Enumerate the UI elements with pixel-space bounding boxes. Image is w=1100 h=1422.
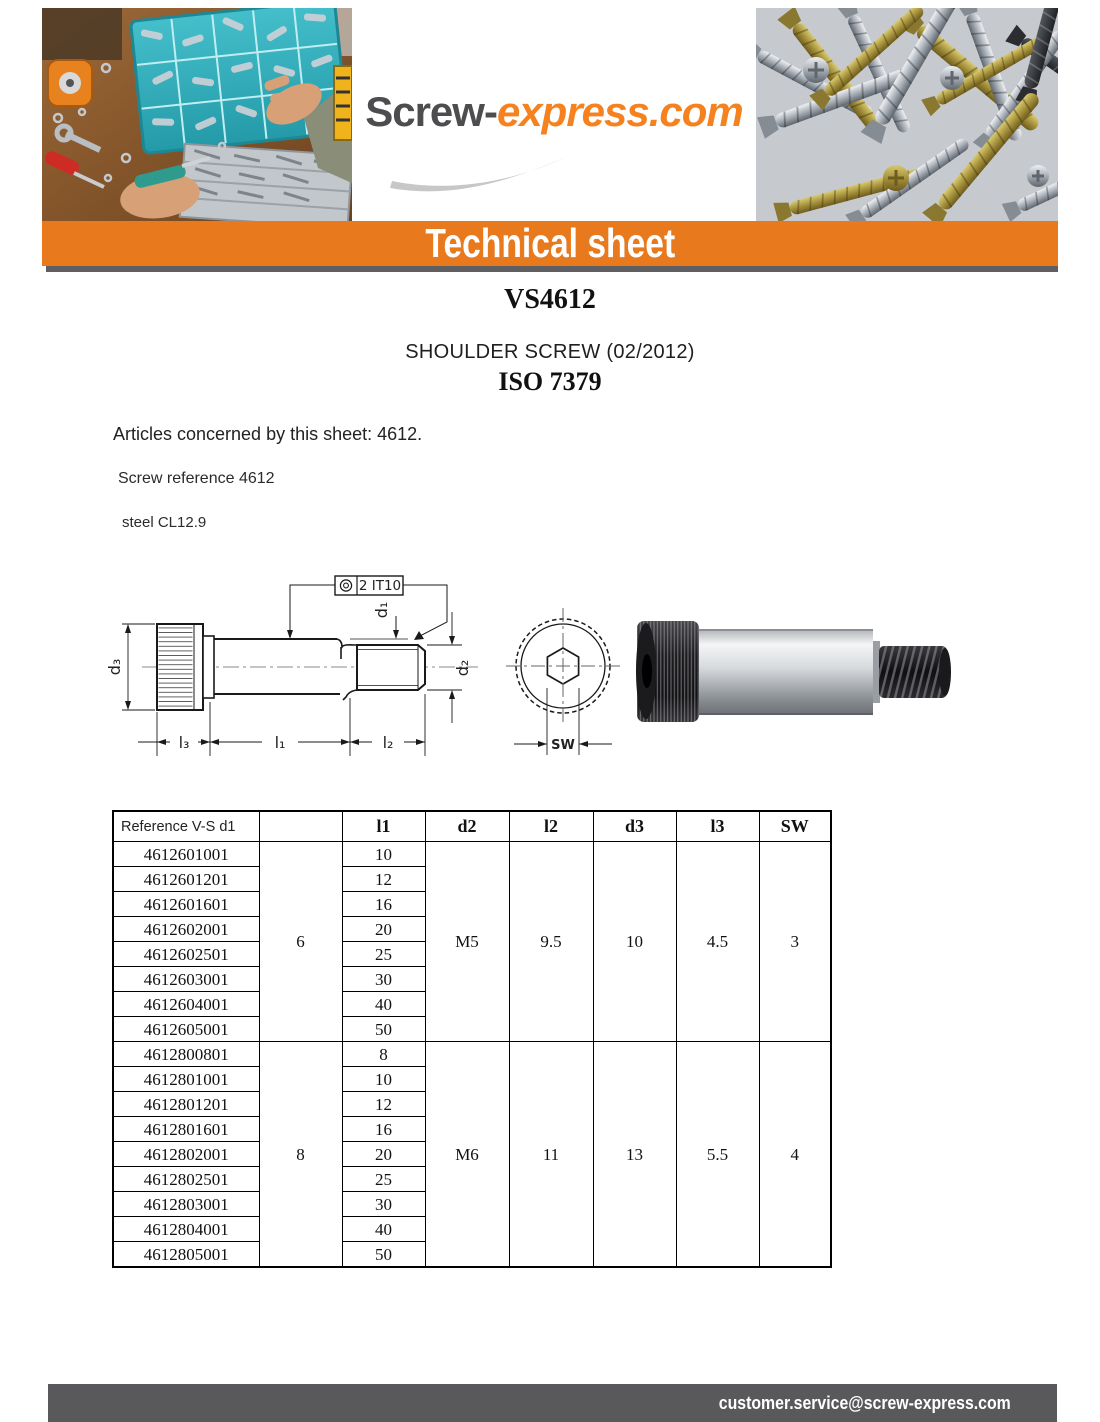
col-header: d3 <box>593 811 676 842</box>
dim-d1 <box>350 616 408 639</box>
cell-d3: 13 <box>593 1042 676 1268</box>
cell-l1: 50 <box>342 1242 425 1268</box>
cell-reference: 4612801601 <box>113 1117 259 1142</box>
cell-l1: 12 <box>342 867 425 892</box>
cell-d1: 8 <box>259 1042 342 1268</box>
table-row <box>113 1042 831 1067</box>
logo <box>352 60 756 200</box>
cell-reference: 4612802001 <box>113 1142 259 1167</box>
cell-reference: 4612801201 <box>113 1092 259 1117</box>
utility-tool-icon <box>334 66 352 140</box>
banner-technical-sheet <box>42 221 1058 266</box>
col-header: l2 <box>509 811 593 842</box>
spec-table <box>112 810 832 1268</box>
label-d3: d₃ <box>105 658 124 676</box>
logo-swoosh <box>386 152 571 194</box>
header-photo-screws <box>756 8 1058 221</box>
cell-reference: 4612601201 <box>113 867 259 892</box>
side-view <box>105 576 478 756</box>
doc-code: VS4612 <box>504 284 596 315</box>
cell-l1: 50 <box>342 1017 425 1042</box>
screw-reference-line: Screw reference 4612 <box>118 470 275 487</box>
technical-drawing <box>80 550 980 790</box>
cell-l1: 16 <box>342 892 425 917</box>
col-header-reference: Reference V-S d1 <box>113 811 259 842</box>
cell-l1: 16 <box>342 1117 425 1142</box>
cell-l3: 4.5 <box>676 842 759 1042</box>
cell-reference: 4612605001 <box>113 1017 259 1042</box>
cell-l1: 30 <box>342 1192 425 1217</box>
cell-reference: 4612802501 <box>113 1167 259 1192</box>
logo-part-express: express.com <box>496 88 743 135</box>
cell-l2: 11 <box>509 1042 593 1268</box>
cell-reference: 4612800801 <box>113 1042 259 1067</box>
cell-l1: 30 <box>342 967 425 992</box>
label-l2: l₂ <box>382 733 394 752</box>
cell-reference: 4612603001 <box>113 967 259 992</box>
screw-photo <box>636 621 951 722</box>
articles-line: Articles concerned by this sheet: 4612. <box>113 424 423 444</box>
cell-d3: 10 <box>593 842 676 1042</box>
cell-l1: 40 <box>342 992 425 1017</box>
cell-l1: 25 <box>342 942 425 967</box>
doc-standard: ISO 7379 <box>498 367 602 396</box>
material-line: steel CL12.9 <box>122 514 207 531</box>
cell-l1: 20 <box>342 1142 425 1167</box>
cell-reference: 4612601001 <box>113 842 259 867</box>
cell-sw: 3 <box>759 842 831 1042</box>
cell-reference: 4612602001 <box>113 917 259 942</box>
tolerance-text: 2 IT10 <box>358 578 402 594</box>
cell-l1: 12 <box>342 1092 425 1117</box>
spec-table-head-row <box>113 811 831 842</box>
col-header <box>259 811 342 842</box>
cell-reference: 4612601601 <box>113 892 259 917</box>
cell-d1: 6 <box>259 842 342 1042</box>
label-d1: d₁ <box>372 601 391 619</box>
logo-text <box>365 88 743 136</box>
cell-sw: 4 <box>759 1042 831 1268</box>
cell-l3: 5.5 <box>676 1042 759 1268</box>
table-row <box>113 842 831 867</box>
label-l1: l₁ <box>274 733 286 752</box>
spec-table-body <box>113 842 831 1268</box>
cell-l1: 25 <box>342 1167 425 1192</box>
col-header: d2 <box>425 811 509 842</box>
label-l3: l₃ <box>178 733 190 752</box>
footer-email: customer.service@screw-express.com <box>719 1392 1011 1413</box>
footer-bar <box>48 1384 1057 1422</box>
doc-subtitle: SHOULDER SCREW (02/2012) <box>405 341 695 363</box>
col-header: l3 <box>676 811 759 842</box>
cell-l2: 9.5 <box>509 842 593 1042</box>
cell-reference: 4612801001 <box>113 1067 259 1092</box>
col-header: SW <box>759 811 831 842</box>
end-view <box>506 608 622 755</box>
tape-measure-icon <box>48 60 92 106</box>
banner-label: Technical sheet <box>425 220 675 266</box>
cell-reference: 4612805001 <box>113 1242 259 1268</box>
label-d2: d₂ <box>453 659 472 677</box>
cell-d2: M6 <box>425 1042 509 1268</box>
cell-l1: 10 <box>342 842 425 867</box>
col-header: l1 <box>342 811 425 842</box>
logo-part-screw: Screw- <box>365 88 497 135</box>
cell-l1: 10 <box>342 1067 425 1092</box>
label-sw: SW <box>551 738 575 753</box>
cell-l1: 8 <box>342 1042 425 1067</box>
cell-d2: M5 <box>425 842 509 1042</box>
header-divider <box>46 266 1058 272</box>
header-photo-workbench <box>42 8 352 221</box>
cell-reference: 4612602501 <box>113 942 259 967</box>
cell-l1: 20 <box>342 917 425 942</box>
cell-l1: 40 <box>342 1217 425 1242</box>
cell-reference: 4612803001 <box>113 1192 259 1217</box>
cell-reference: 4612604001 <box>113 992 259 1017</box>
cell-reference: 4612804001 <box>113 1217 259 1242</box>
